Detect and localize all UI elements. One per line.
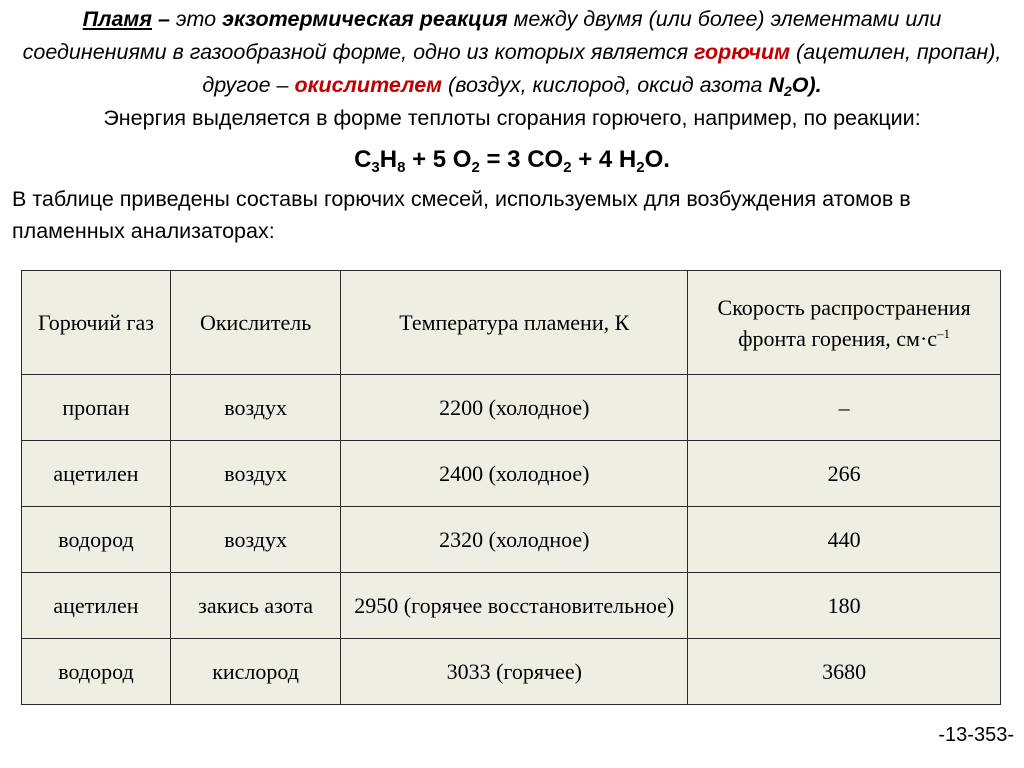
table-intro-paragraph: В таблице приведены составы горючих смесей, используемых для возбуждения атомов в пламенных анализаторах: (12, 187, 911, 243)
cell-oxidizer: воздух (170, 441, 340, 507)
cell-fuel: водород (22, 639, 171, 705)
cell-oxidizer: закись азота (170, 573, 340, 639)
cell-fuel: водород (22, 507, 171, 573)
table-header-row (22, 271, 1001, 375)
cell-temperature: 2400 (холодное) (341, 441, 688, 507)
cell-fuel: ацетилен (22, 441, 171, 507)
exothermic-term: экзотермическая реакция (222, 7, 508, 31)
cell-temperature: 2950 (горячее восстановительное) (341, 573, 688, 639)
cell-speed: 440 (688, 507, 1001, 573)
table-row (22, 507, 1001, 573)
cell-oxidizer: кислород (170, 639, 340, 705)
cell-temperature: 2320 (холодное) (341, 507, 688, 573)
cell-fuel: пропан (22, 375, 171, 441)
intro-text: Пламя – это экзотермическая реакция между двумя (или более) элементами или соединениями в газообразной форме, одно из которых является горючим (ацетилен, пропан), другое – окислителем (воздух, кислород, оксид азота $N_2O$). Энергия выделяется в форме теплоты сгорания горючего, например, по реакции: (22, 7, 1002, 130)
table-row (22, 441, 1001, 507)
energy-sentence: Энергия выделяется в форме теплоты сгорания горючего, например, по реакции: (103, 106, 921, 130)
fuel-term: горючим (694, 40, 791, 64)
cell-oxidizer: воздух (170, 375, 340, 441)
cell-oxidizer: воздух (170, 507, 340, 573)
header-temperature: Температура пламени, К (341, 271, 688, 375)
table-row (22, 375, 1001, 441)
cell-speed: – (688, 375, 1001, 441)
oxidizer-term: окислителем (294, 73, 443, 97)
flame-mixtures-table (21, 270, 1001, 705)
reaction-equation: $C_3H_8 + 5$ $O_2 = 3$ $CO_2 + 4$ $H_2O$. (354, 146, 670, 176)
cell-temperature: 2200 (холодное) (341, 375, 688, 441)
n2o-formula: $N_2O$). (768, 73, 822, 99)
header-speed: Скорость распространения фронта горения, $см\cdot с^{-1}$ (688, 271, 1001, 375)
table-row (22, 573, 1001, 639)
cell-fuel: ацетилен (22, 573, 171, 639)
term-flame: Пламя (82, 7, 152, 31)
cell-speed: 180 (688, 573, 1001, 639)
header-oxidizer: Окислитель (170, 271, 340, 375)
page-number: -13-353- (938, 724, 1014, 746)
cell-speed: 3680 (688, 639, 1001, 705)
table-row (22, 639, 1001, 705)
cell-temperature: 3033 (горячее) (341, 639, 688, 705)
header-fuel-gas: Горючий газ (22, 271, 171, 375)
cell-speed: 266 (688, 441, 1001, 507)
